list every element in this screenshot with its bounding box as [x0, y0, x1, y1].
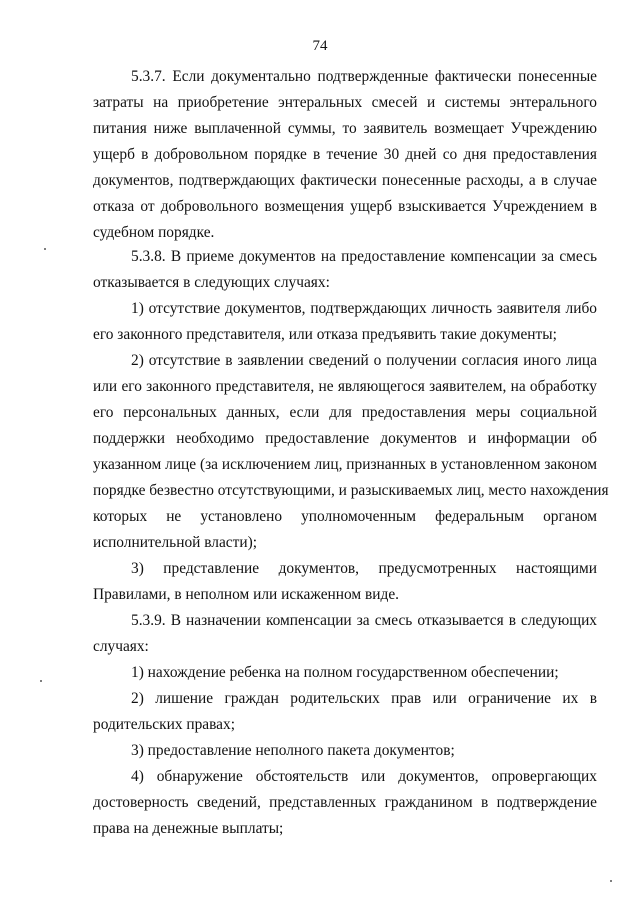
- scan-speck: [40, 680, 42, 682]
- refusal-item-4-line-2: достоверность сведений, представленных гражданином в подтверждение: [93, 794, 597, 811]
- item-1-line-1: 1) отсутствие документов, подтверждающих личность заявителя либо: [131, 300, 597, 317]
- scan-speck: [44, 248, 46, 250]
- refusal-item-4-line-3: права на денежные выплаты;: [93, 820, 284, 837]
- paragraph-5-3-7-line-4: ущерб в добровольном порядке в течение 30 дней со дня предоставления: [93, 146, 597, 163]
- refusal-item-3: 3) предоставление неполного пакета документов;: [131, 742, 455, 759]
- paragraph-5-3-9-line-2: случаях:: [93, 638, 149, 655]
- paragraph-5-3-8-line-2: отказывается в следующих случаях:: [93, 274, 330, 291]
- page-number: 74: [312, 38, 328, 54]
- paragraph-5-3-7-line-2: затраты на приобретение энтеральных смесей и системы энтерального: [93, 94, 597, 111]
- item-2-line-8: исполнительной власти);: [93, 534, 257, 551]
- refusal-item-2-line-2: родительских правах;: [93, 716, 235, 733]
- paragraph-5-3-7-line-5: документов, подтверждающих фактически понесенные расходы, а в случае: [93, 172, 597, 189]
- paragraph-5-3-7-line-1: 5.3.7. Если документально подтвержденные фактически понесенные: [131, 68, 597, 85]
- refusal-item-1: 1) нахождение ребенка на полном государственном обеспечении;: [131, 664, 559, 681]
- item-2-line-5: указанном лице (за исключением лиц, признанных в установленном законом: [93, 456, 598, 473]
- paragraph-5-3-9-line-1: 5.3.9. В назначении компенсации за смесь отказывается в следующих: [131, 612, 597, 629]
- refusal-item-2-line-1: 2) лишение граждан родительских прав или ограничение их в: [131, 690, 597, 707]
- item-2-line-6: порядке безвестно отсутствующими, и разыскиваемых лиц, место нахождения: [93, 482, 609, 499]
- refusal-item-4-line-1: 4) обнаружение обстоятельств или документов, опровергающих: [131, 768, 597, 785]
- item-3-line-1: 3) представление документов, предусмотренных настоящими: [131, 560, 597, 577]
- item-2-line-4: поддержки необходимо предоставление документов и информации об: [93, 430, 597, 447]
- item-3-line-2: Правилами, в неполном или искаженном виде.: [93, 586, 400, 603]
- scan-speck: [610, 880, 612, 882]
- paragraph-5-3-7-line-7: судебном порядке.: [93, 224, 215, 241]
- item-2-line-7: которых не установлено уполномоченным федеральным органом: [93, 508, 597, 525]
- paragraph-5-3-8-line-1: 5.3.8. В приеме документов на предоставление компенсации за смесь: [131, 248, 597, 265]
- item-2-line-3: его персональных данных, если для предоставления меры социальной: [93, 404, 597, 421]
- item-2-line-1: 2) отсутствие в заявлении сведений о получении согласия иного лица: [131, 352, 597, 369]
- paragraph-5-3-7-line-6: отказа от добровольного возмещения ущерб взыскивается Учреждением в: [93, 198, 597, 215]
- item-2-line-2: или его законного представителя, не являющегося заявителем, на обработку: [93, 378, 597, 395]
- item-1-line-2: его законного представителя, или отказа предъявить такие документы;: [93, 326, 557, 343]
- paragraph-5-3-7-line-3: питания ниже выплаченной суммы, то заявитель возмещает Учреждению: [93, 120, 597, 137]
